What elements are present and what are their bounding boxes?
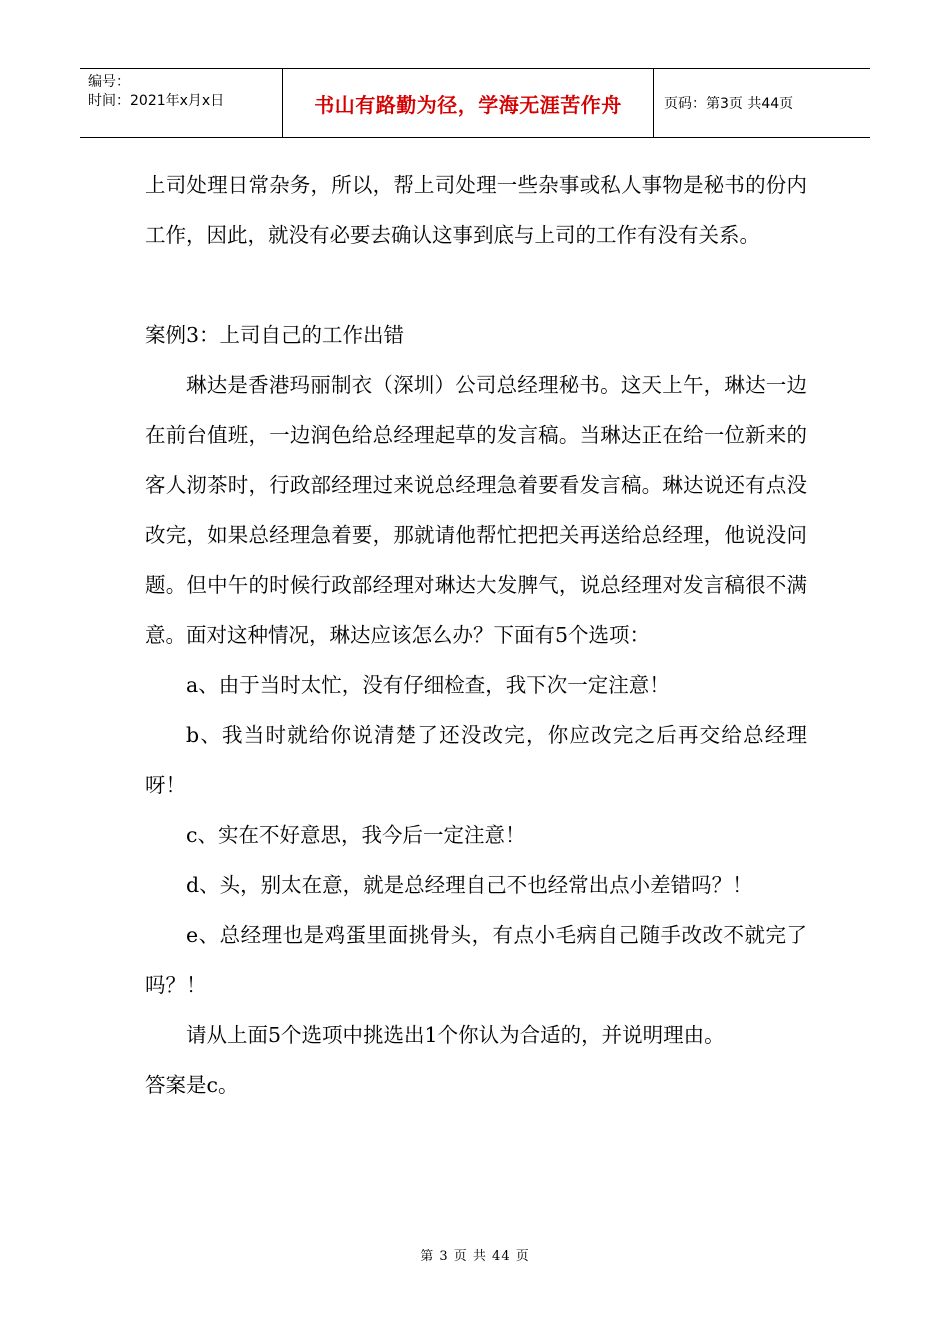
page-footer: 第 3 页 共 44 页 — [420, 1249, 530, 1264]
header-meta — [80, 69, 282, 137]
question-text: 请从上面5个选项中挑选出1个你认为合适的，并说明理由。 — [186, 1023, 725, 1047]
answer-text: 答案是c。 — [145, 1073, 239, 1097]
option-b: b、我当时就给你说清楚了还没改完，你应改完之后再交给总经理呀！ — [145, 723, 807, 797]
option-a: a、由于当时太忙，没有仔细检查，我下次一定注意！ — [186, 673, 670, 697]
case-paragraph: 琳达是香港玛丽制衣（深圳）公司总经理秘书。这天上午，琳达一边在前台值班，一边润色给总经理起草的发言稿。当琳达正在给一位新来的客人沏茶时，行政部经理过来说总经理急着要看发言稿。琳达说还有点没改完，如果总经理急着要，那就请他帮忙把把关再送给总经理，他说没问题。但中午的时候行政部经理对琳达大发脾气，说总经理对发言稿很不满意。面对这种情况，琳达应该怎么办？下面有5个选项： — [145, 373, 807, 647]
option-d: d、头，别太在意，就是总经理自己不也经常出点小差错吗？！ — [186, 873, 753, 897]
header-page-info: 页码：第3页 共44页 — [664, 96, 794, 112]
case-heading: 案例3：上司自己的工作出错 — [145, 323, 405, 347]
paragraph-continued: 上司处理日常杂务，所以，帮上司处理一些杂事或私人事物是秘书的份内工作，因此，就没有必要去确认这事到底与上司的工作有没有关系。 — [145, 173, 807, 247]
doc-number-label: 编号： — [88, 74, 130, 90]
header-motto: 书山有路勤为径，学海无涯苦作舟 — [282, 69, 654, 137]
option-e: e、总经理也是鸡蛋里面挑骨头，有点小毛病自己随手改改不就完了吗？！ — [145, 923, 807, 997]
blank-line — [145, 260, 807, 310]
option-c: c、实在不好意思，我今后一定注意！ — [186, 823, 526, 847]
doc-time-label: 时间：2021年x月x日 — [88, 93, 225, 109]
page-header — [80, 68, 870, 138]
document-body — [145, 160, 807, 1110]
